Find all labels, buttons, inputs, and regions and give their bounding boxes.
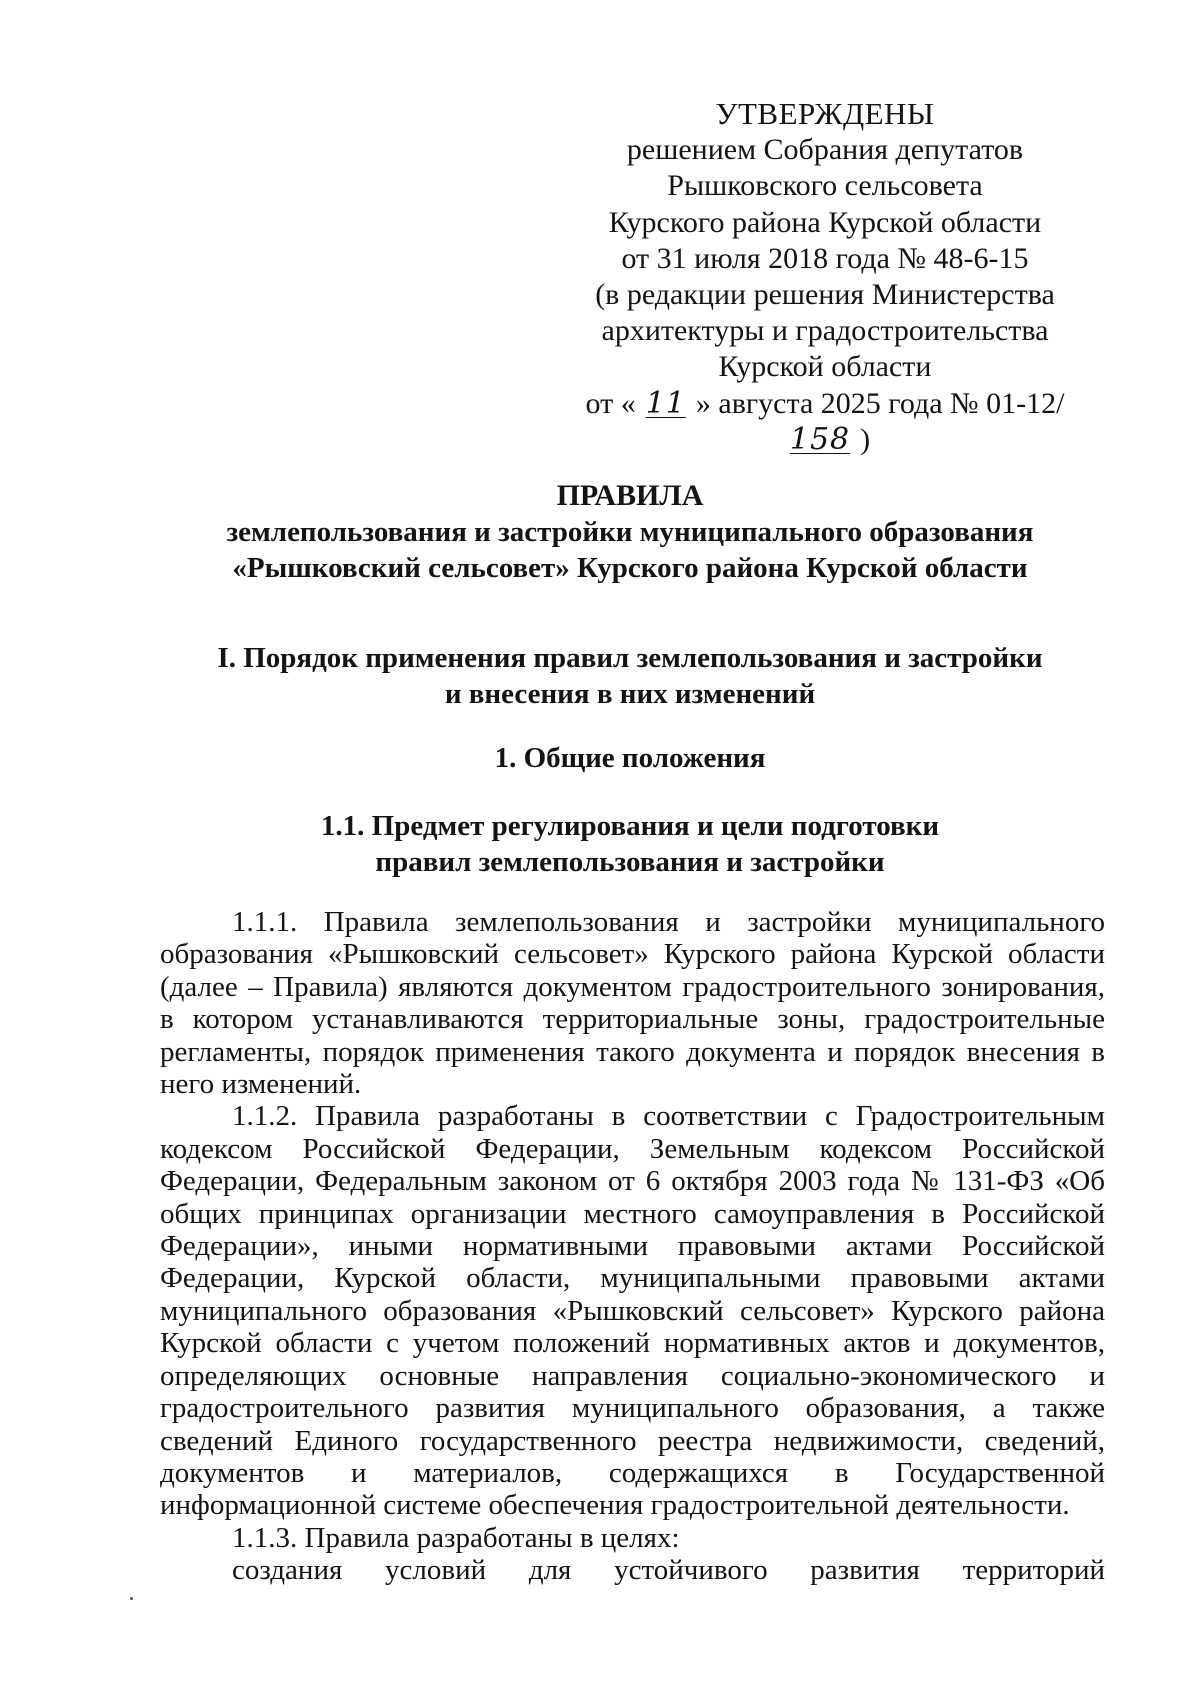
paragraph: 1.1.2. Правила разработаны в соответствии с Градостроительным кодексом Российской Федерации, Земельным кодексом Российской Федерации, Федеральным законом от 6 октября 2003 года № 131-ФЗ «Об общих принципах организации местного самоуправления в Российской Федерации», иными нормативными правовыми актами Российской Федерации, Курской области, муниципальными правовыми актами муниципального образования «Рышковский сельсовет» Курского района Курской области с учетом положений нормативных актов и документов, определяющих основные направления социально-экономического и градостроительного развития муниципального образования, а также сведений Единого государственного реестра недвижимости, сведений, документов и материалов, содержащихся в Государственной информационной системе обеспечения градостроительной деятельности.	[160, 1100, 1105, 1522]
amendment-date-line	[560, 386, 1090, 458]
approval-line: (в редакции решения Министерства	[595, 278, 1055, 312]
paragraph: 1.1.1. Правила землепользования и застройки муниципального образования «Рышковский сельсовет» Курского района Курской области (далее – Правила) являются документом градостроительного зонирования, в котором устанавливаются территориальные зоны, градостроительные регламенты, порядок применения такого документа и порядок внесения в него изменений.	[160, 906, 1105, 1101]
document-title: ПРАВИЛА	[556, 479, 704, 512]
approval-title: УТВЕРЖДЕНЫ	[715, 96, 935, 131]
approval-block	[560, 96, 1090, 458]
approval-line: от 31 июля 2018 года № 48-6-15	[621, 241, 1029, 275]
article-heading-line: правил землепользования и застройки	[375, 846, 885, 878]
section-heading-line: I. Порядок применения правил землепользования и застройки	[217, 642, 1043, 674]
approval-line: архитектуры и градостроительства	[601, 314, 1049, 348]
document-subtitle	[0, 514, 1200, 586]
chapter-heading: 1. Общие положения	[494, 742, 766, 774]
article-heading	[0, 808, 1200, 880]
handwritten-number: 158	[789, 421, 851, 457]
date-middle: » августа 2025 года № 01-12/	[695, 386, 1065, 420]
article-heading-line: 1.1. Предмет регулирования и цели подготовки	[320, 810, 940, 842]
subtitle-line: «Рышковский сельсовет» Курского района Курской области	[232, 552, 1028, 584]
paragraph: 1.1.3. Правила разработаны в целях:	[232, 1521, 680, 1554]
handwritten-day: 11	[645, 385, 686, 421]
date-prefix: от «	[585, 386, 636, 420]
body-text	[160, 906, 1105, 1587]
approval-line: Курской области	[718, 350, 932, 384]
scan-speck	[130, 1597, 133, 1600]
paragraph: создания условий для устойчивого развития территорий	[232, 1554, 1105, 1587]
section-heading	[0, 640, 1200, 712]
subtitle-line: землепользования и застройки муниципального образования	[226, 516, 1034, 548]
approval-line: Рышковского сельсовета	[667, 169, 983, 203]
approval-line: Курского района Курской области	[608, 205, 1042, 239]
approval-line: решением Собрания депутатов	[626, 133, 1024, 167]
section-heading-line: и внесения в них изменений	[444, 678, 816, 710]
date-suffix: )	[860, 422, 871, 456]
